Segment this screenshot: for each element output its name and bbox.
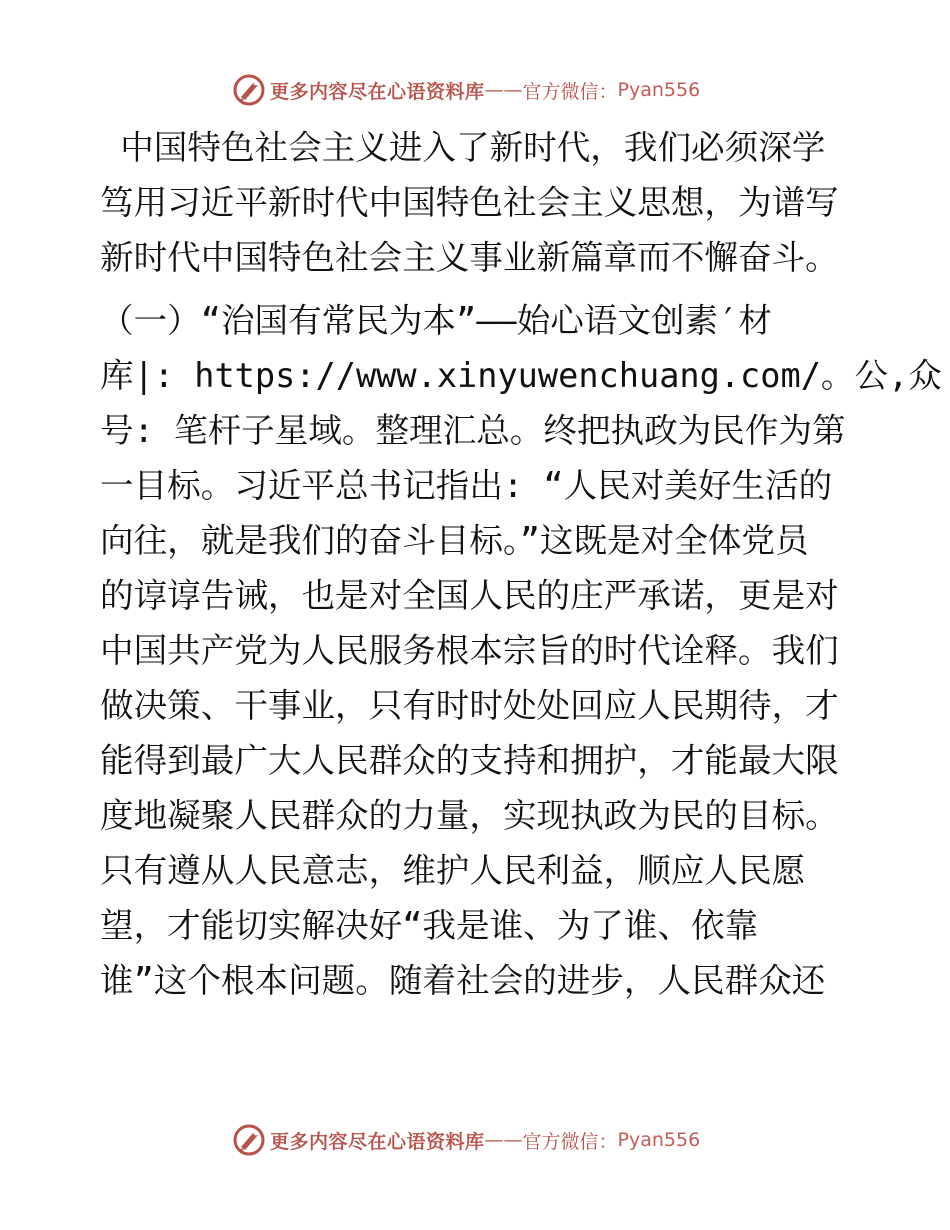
watermark-wechat-label: 官方微信： — [522, 1130, 618, 1153]
pen-logo-icon — [232, 73, 266, 107]
text-line: 中国特色社会主义进入了新时代，我们必须深学 — [100, 128, 826, 167]
text-line: 的谆谆告诫，也是对全国人民的庄严承诺，更是对 — [100, 576, 839, 615]
watermark-wechat-label: 官方微信： — [522, 80, 618, 103]
watermark-brand: 更多内容尽在心语资料库 — [270, 1130, 485, 1153]
text-line: 一目标。习近平总书记指出: “人民对美好生活的 — [100, 466, 833, 505]
text-line: 只有遵从人民意志，维护人民利益，顺应人民愿 — [100, 851, 806, 890]
paragraph-intro — [100, 120, 850, 285]
watermark-footer — [232, 1120, 792, 1160]
document-body — [100, 120, 942, 1008]
text-line: 望，才能切实解决好“我是谁、为了谁、依靠 — [100, 906, 759, 945]
text-line: 中国共产党为人民服务根本宗旨的时代诠释。我们 — [100, 631, 839, 670]
watermark-brand: 更多内容尽在心语资料库 — [270, 80, 485, 103]
watermark-separator: —— — [484, 1129, 523, 1151]
watermark-account: Pyan556 — [617, 79, 701, 101]
pen-logo-icon — [232, 1123, 266, 1157]
watermark-account: Pyan556 — [617, 1129, 701, 1151]
text-line: 能得到最广大人民群众的支持和拥护，才能最大限 — [100, 741, 839, 780]
watermark-header — [232, 70, 792, 110]
text-line: 谁”这个根本问题。随着社会的进步，人民群众还 — [100, 961, 826, 1000]
paragraph-section-one — [100, 293, 942, 1008]
watermark-separator: —— — [484, 79, 523, 101]
text-line: 向往，就是我们的奋斗目标。”这既是对全体党员 — [100, 521, 809, 560]
text-line: 库|: https://www.xinyuwenchuang.com/。公,众 — [100, 356, 942, 395]
text-line: 度地凝聚人民群众的力量，实现执政为民的目标。 — [100, 796, 839, 835]
text-line: 新时代中国特色社会主义事业新篇章而不懈奋斗。 — [100, 238, 839, 277]
text-line: 笃用习近平新时代中国特色社会主义思想，为谱写 — [100, 183, 839, 222]
text-line: 做决策、干事业，只有时时处处回应人民期待，才 — [100, 686, 839, 725]
text-line: 号: 笔杆子星域。整理汇总。终把执政为民作为第 — [100, 411, 846, 450]
text-line: （一）“治国有常民为本”——始心语文创素′材 — [100, 301, 772, 340]
